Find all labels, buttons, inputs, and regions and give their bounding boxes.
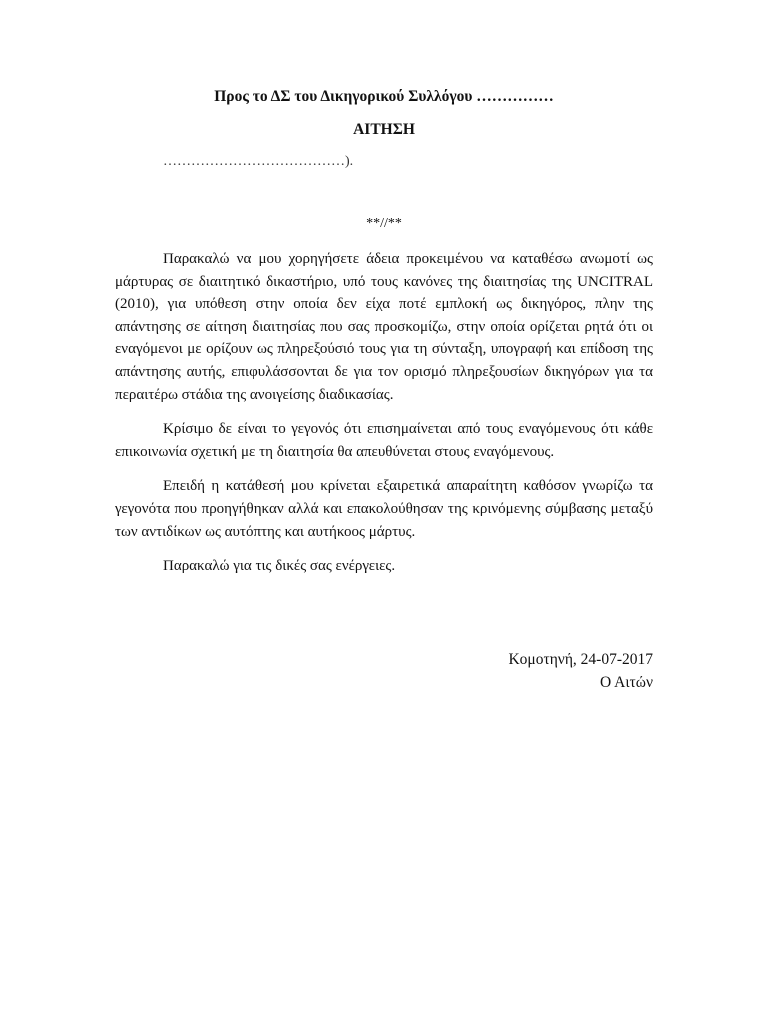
document-title: ΑΙΤΗΣΗ bbox=[353, 121, 415, 138]
placeholder-dots: …………………………………). bbox=[163, 154, 354, 169]
signatory: Ο Αιτών bbox=[599, 674, 653, 691]
separator-mark: **//** bbox=[366, 216, 402, 231]
addressee-line: Προς το ΔΣ του Δικηγορικού Συλλόγου …………… bbox=[214, 88, 554, 105]
body-text bbox=[115, 248, 653, 590]
paragraph-request: Παρακαλώ να μου χορηγήσετε άδεια προκειμένου να καταθέσω ανωμοτί ως μάρτυρας σε διαιτητικό δικαστήριο, υπό τους κανόνες της διαιτησίας της UNCITRAL (2010), για υπόθεση στην οποία δεν είχα ποτέ εμπλοκή ως δικηγόρος, πλην της απάντησης σε αίτηση διαιτησίας που σας προσκομίζω, στην οποία ορίζεται ρητά ότι οι εναγόμενοι με ορίζουν ως πληρεξούσιό τους για τη σύνταξη, υπογραφή και επίδοση της απάντησης αυτής, επιφυλάσσονται δε για τον ορισμό πληρεξουσίων δικηγόρων για τα περαιτέρω στάδια της ανοιγείσης διαδικασίας. bbox=[115, 251, 653, 403]
paragraph-closing: Παρακαλώ για τις δικές σας ενέργειες. bbox=[163, 558, 396, 575]
paragraph-communication: Κρίσιμο δε είναι το γεγονός ότι επισημαίνεται από τους εναγόμενους ότι κάθε επικοινωνία σχετική με τη διαιτησία θα απευθύνεται στους εναγόμενους. bbox=[115, 421, 653, 460]
place-date: Κομοτηνή, 24-07-2017 bbox=[508, 651, 653, 668]
paragraph-justification: Επειδή η κατάθεσή μου κρίνεται εξαιρετικά απαραίτητη καθόσον γνωρίζω τα γεγονότα που προηγήθηκαν αλλά και επακολούθησαν της κρινόμενης σύμβασης μεταξύ των αντιδίκων ως αυτόπτης και αυτήκοος μάρτυς. bbox=[115, 478, 653, 540]
signature-block bbox=[400, 648, 653, 694]
